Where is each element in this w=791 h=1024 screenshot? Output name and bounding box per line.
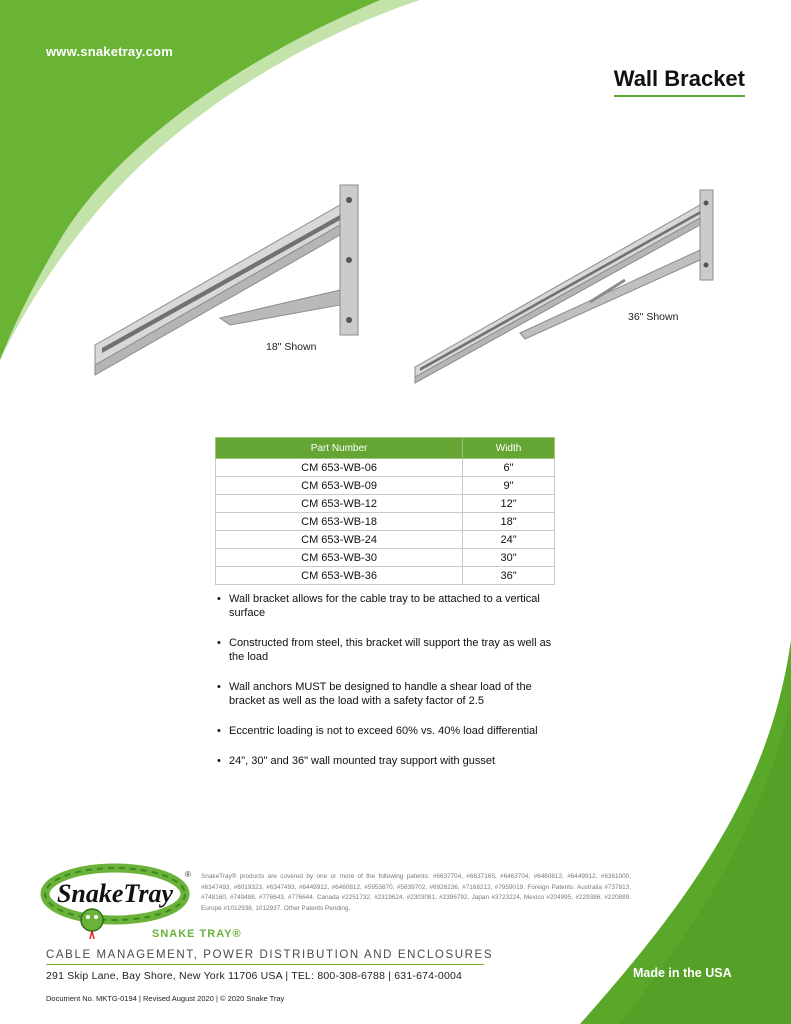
part-number-cell: CM 653-WB-30 — [216, 549, 463, 567]
width-cell: 18" — [463, 513, 555, 531]
column-header-part-number: Part Number — [216, 438, 463, 459]
part-number-cell: CM 653-WB-09 — [216, 477, 463, 495]
width-cell: 9" — [463, 477, 555, 495]
footer-divider — [46, 964, 484, 965]
made-in-usa: Made in the USA — [633, 966, 732, 980]
list-item: • 24", 30" and 36" wall mounted tray support with gusset — [217, 754, 562, 768]
width-cell: 6" — [463, 459, 555, 477]
width-cell: 36" — [463, 567, 555, 585]
company-tagline: CABLE MANAGEMENT, POWER DISTRIBUTION AND ENCLOSURES — [46, 949, 494, 961]
page-title: Wall Bracket — [614, 66, 745, 97]
width-cell: 30" — [463, 549, 555, 567]
image-caption-18: 18" Shown — [266, 341, 317, 353]
table-header-row — [216, 438, 555, 459]
patent-notice: SnakeTray® products are covered by one or more of the following patents: #6637704, #6637165, #6463704, #6460812, #6449912, #6361000, #6347493, #6019323, #6347493, #6449912, #6460812, #5953870, #5839702, #6926236, #7168212, #7959019. Foreign Patents: Australia #737813, #748160, #749488, #776643, #776644. Canada #2251732, #2319624, #2303081, #2396792, Japan #3723224. Mexico #204995, #229386, #220889. Europe #1012938, 1012937. Other Patents Pending. — [201, 873, 631, 912]
brand-name: SNAKE TRAY® — [152, 928, 242, 940]
width-cell: 24" — [463, 531, 555, 549]
wall-bracket-36-image — [410, 185, 720, 385]
table-row — [216, 495, 555, 513]
list-item: • Wall anchors MUST be designed to handle a shear load of the bracket as well as the load with a safety factor of 2.5 — [217, 680, 562, 708]
table-row — [216, 549, 555, 567]
document-info: Document No. MKTG-0194 | Revised August 2020 | © 2020 Snake Tray — [46, 994, 285, 1003]
feature-list — [217, 592, 562, 784]
wall-bracket-18-image — [90, 180, 370, 380]
part-number-cell: CM 653-WB-18 — [216, 513, 463, 531]
table-row — [216, 567, 555, 585]
list-item: • Eccentric loading is not to exceed 60% vs. 40% load differential — [217, 724, 562, 738]
table-row — [216, 513, 555, 531]
part-number-cell: CM 653-WB-06 — [216, 459, 463, 477]
logo-wordmark: SnakeTray — [56, 879, 174, 908]
website-url[interactable]: www.snaketray.com — [46, 44, 173, 59]
image-caption-36: 36" Shown — [628, 311, 679, 323]
list-item: • Constructed from steel, this bracket will support the tray as well as the load — [217, 636, 562, 664]
part-number-cell: CM 653-WB-12 — [216, 495, 463, 513]
registered-mark: ® — [185, 870, 191, 879]
table-row — [216, 459, 555, 477]
list-item: • Wall bracket allows for the cable tray to be attached to a vertical surface — [217, 592, 562, 620]
width-cell: 12" — [463, 495, 555, 513]
table-row — [216, 531, 555, 549]
part-number-cell: CM 653-WB-36 — [216, 567, 463, 585]
part-number-cell: CM 653-WB-24 — [216, 531, 463, 549]
company-address: 291 Skip Lane, Bay Shore, New York 11706 USA | TEL: 800-308-6788 | 631-674-0004 — [46, 970, 463, 982]
part-number-table — [215, 437, 555, 585]
column-header-width: Width — [463, 438, 555, 459]
table-row — [216, 477, 555, 495]
